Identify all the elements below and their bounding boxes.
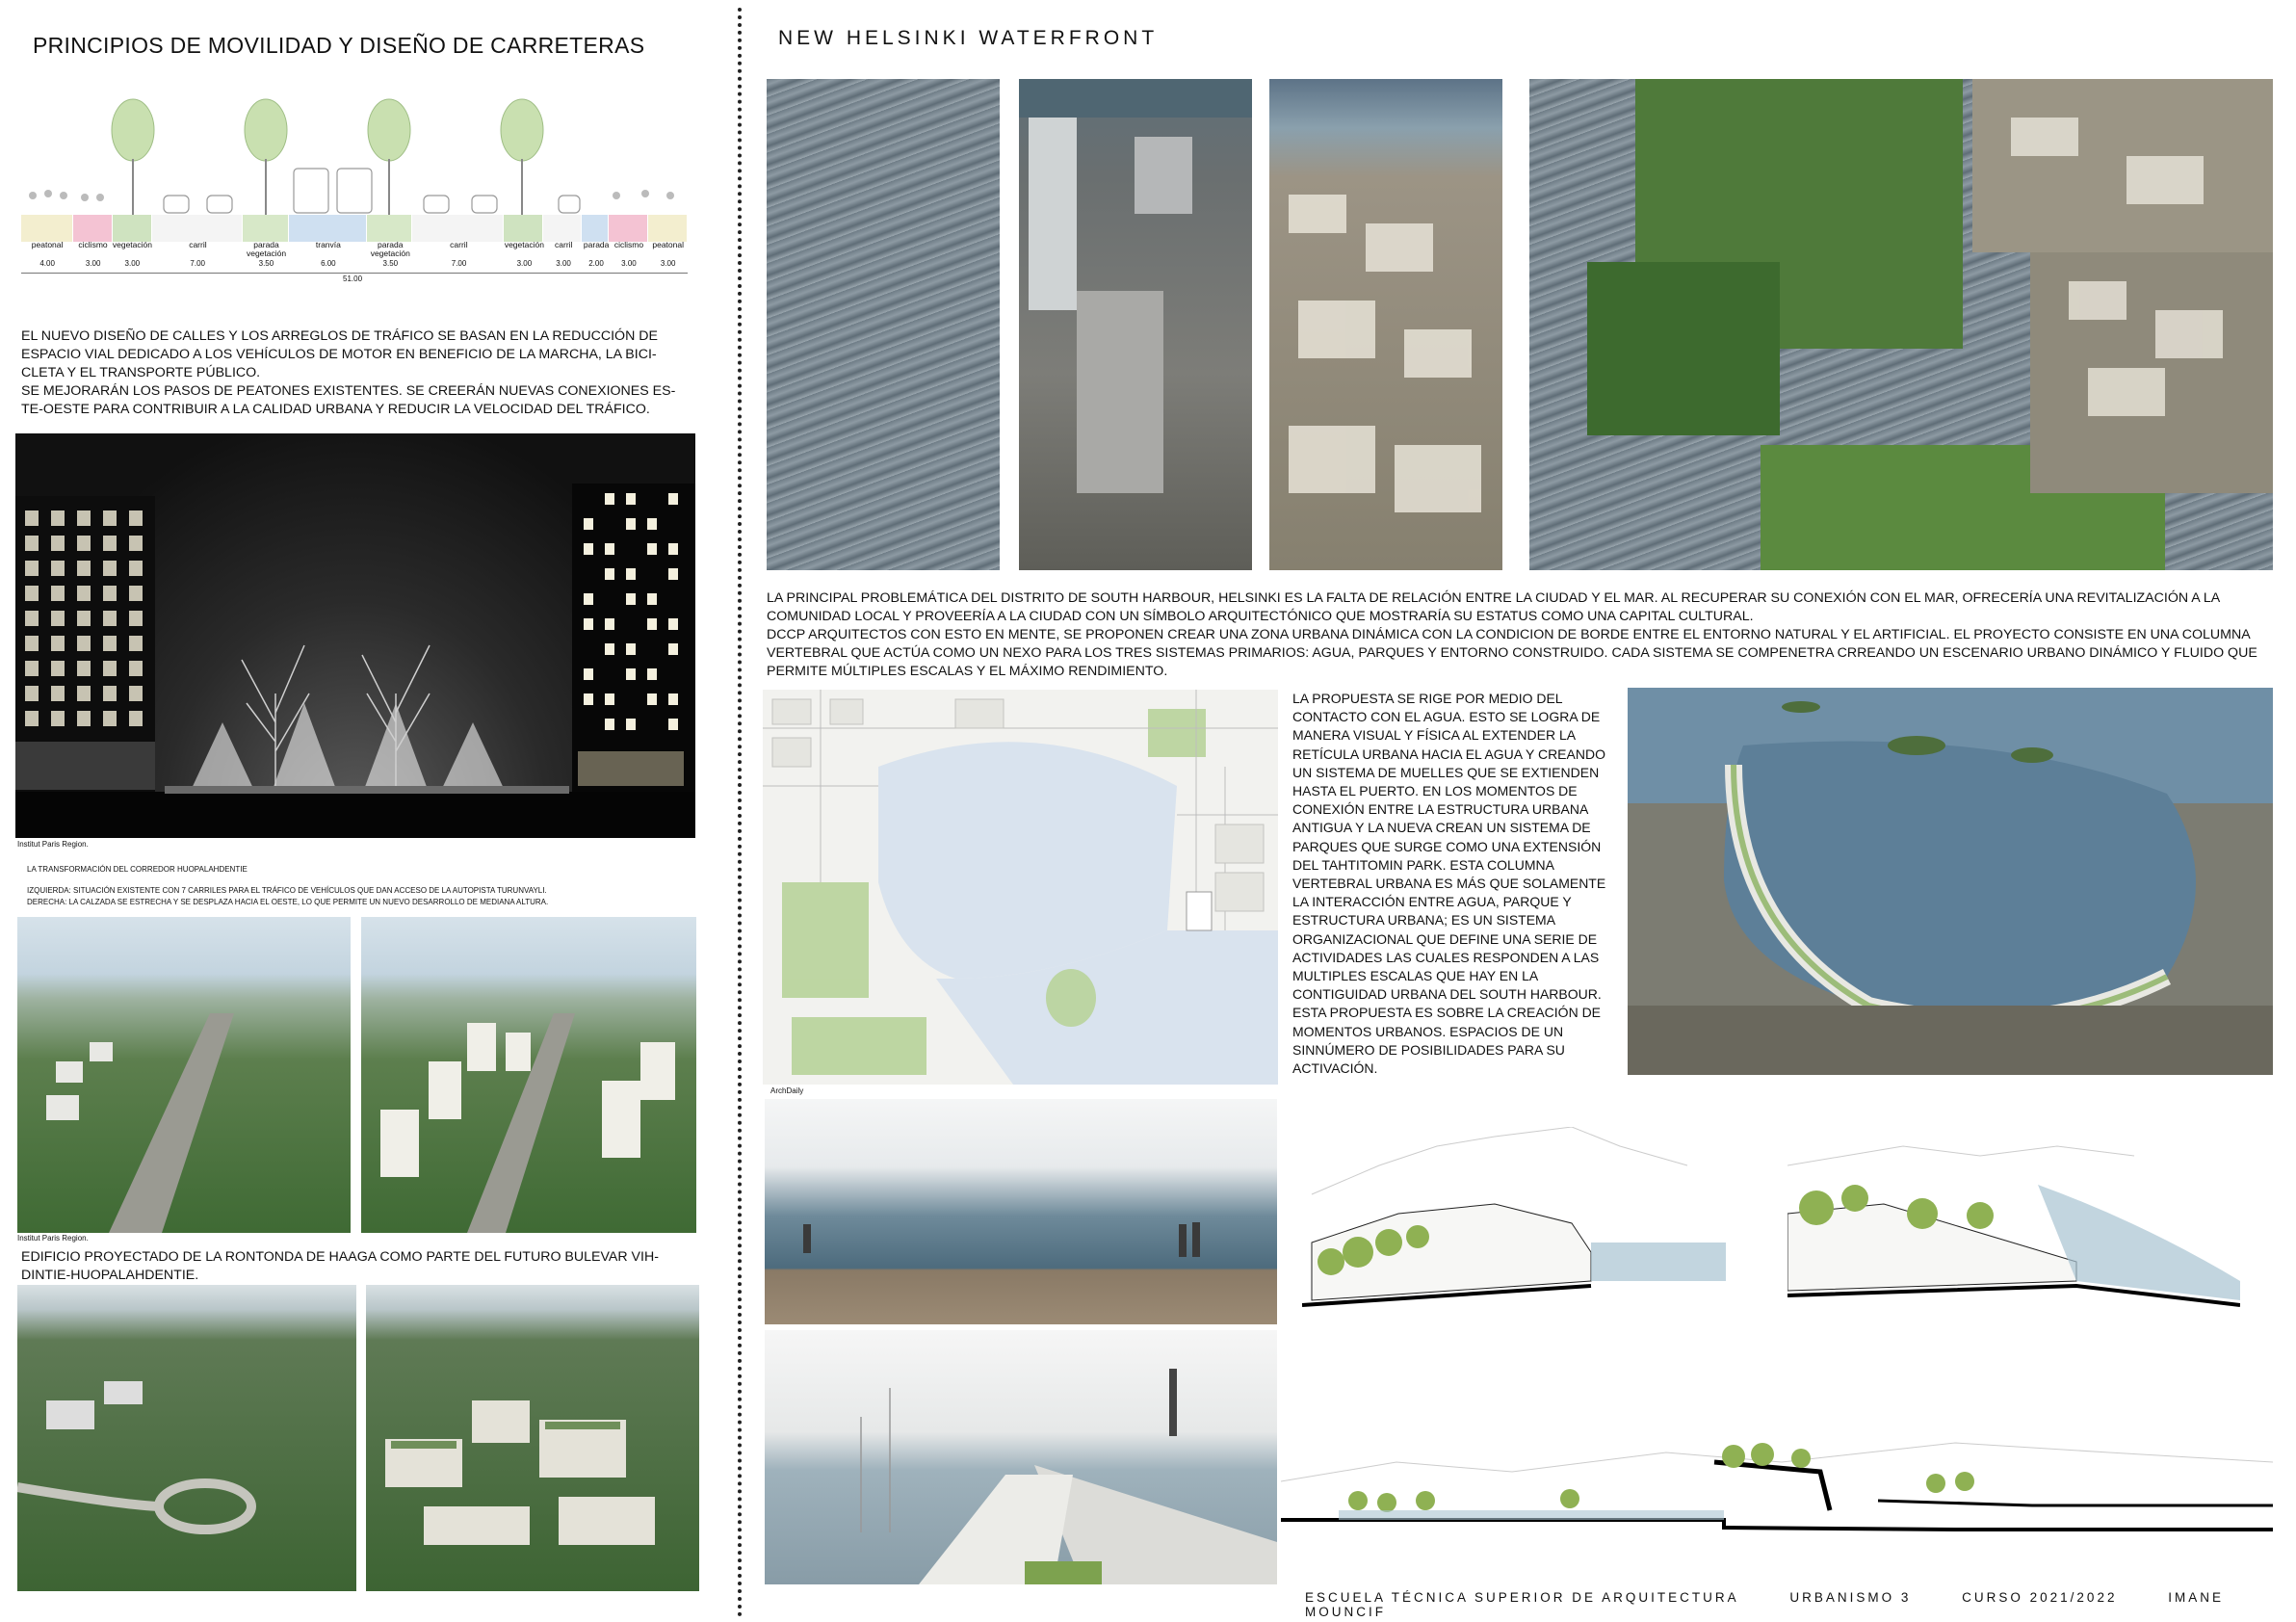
- marina-render-image: [765, 1330, 1277, 1584]
- harbour-aerial-proposal-image: [1628, 688, 2273, 1075]
- footer: [1305, 1590, 2296, 1619]
- haaga-existing-image: [17, 1285, 356, 1591]
- lane-band: [243, 215, 289, 242]
- lane-widths: [21, 258, 688, 272]
- night-street-section-image: [15, 433, 695, 838]
- lane-width: 4.00: [39, 259, 55, 268]
- mobility-paragraph-1: EL NUEVO DISEÑO DE CALLES Y LOS ARREGLOS DE TRÁFICO SE BASAN EN LA REDUCCIÓN DE ESPACIO VIAL DEDICADO A LOS VEHÍCULOS DE MOTOR EN BENEFICIO DE LA MARCHA, LA BICI-CLETA Y EL TRANSPORTE PÚBLICO.: [21, 328, 658, 380]
- column-divider: [738, 8, 742, 1618]
- caption-title: LA TRANSFORMACIÓN DEL CORREDOR HUOPALAHDENTIE: [27, 865, 248, 874]
- lane-label: ciclismo: [613, 240, 644, 249]
- lane-label: vegetación: [112, 240, 152, 249]
- lane-band: [152, 215, 243, 242]
- harbour-water-image: [767, 79, 1000, 570]
- proposal-paragraph: LA PROPUESTA SE RIGE POR MEDIO DEL CONTACTO CON EL AGUA. ESTO SE LOGRA DE MANERA VISUAL Y FÍSICA AL EXTENDER LA RETÍCULA URBANA HACIA EL AGUA Y CREANDO UN SISTEMA DE MUELLES QUE SE EXTIENDEN HASTA EL PUERTO. EN LOS MOMENTOS DE CONEXIÓN ENTRE LA ESTRUCTURA URBANA ANTIGUA Y LA NUEVA CREAN UN SISTEMA DE PARQUES QUE SURGE COMO UNA EXTENSIÓN DEL TAHTITOMIN PARK. ESTA COLUMNA VERTEBRAL URBANA ES MÁS QUE SOLAMENTE LA INTERACCIÓN ENTRE AGUA, PARQUE Y ESTRUCTURA URBANA; ES UN SISTEMA ORGANIZACIONAL QUE DEFINE UNA SERIE DE ACTIVIDADES LAS CUALES RESPONDEN A LAS MULTIPLES ESCALAS QUE HAY EN LA CONTIGUIDAD URBANA DEL SOUTH HARBOUR. ESTA PROPUESTA ES SOBRE LA CREACIÓN DE MOMENTOS URBANOS. ESPACIOS DE UN SINNÚMERO DE POSIBILIDADES PARA SU ACTIVACIÓN.: [1292, 691, 1606, 1077]
- lane-label: parada vegetación: [246, 240, 287, 258]
- lane-width: 3.00: [516, 259, 533, 268]
- corridor-existing-image: [17, 917, 351, 1233]
- lane-band: [504, 215, 543, 242]
- lane-width: 3.00: [124, 259, 141, 268]
- caption-right: DERECHA: LA CALZADA SE ESTRECHA Y SE DESPLAZA HACIA EL OESTE, LO QUE PERMITE UN NUEVO DESARROLLO DE MEDIANA ALTURA.: [27, 898, 549, 906]
- right-title: NEW HELSINKI WATERFRONT: [778, 27, 1159, 49]
- lane-width: 3.50: [258, 259, 274, 268]
- lane-strip: [21, 215, 688, 242]
- lane-band: [648, 215, 688, 242]
- lane-label: parada vegetación: [370, 240, 410, 258]
- section-total-line: [21, 273, 688, 274]
- lane-width: 3.50: [382, 259, 399, 268]
- lane-label: carril: [189, 240, 207, 249]
- lane-width: 7.00: [451, 259, 467, 268]
- footer-course: URBANISMO 3: [1789, 1590, 1912, 1605]
- pier-render-image: [765, 1099, 1277, 1324]
- section-drawing-1: [1302, 1127, 1726, 1315]
- footer-year: CURSO 2021/2022: [1962, 1590, 2118, 1605]
- lane-band: [543, 215, 583, 242]
- lane-band: [609, 215, 648, 242]
- main-paragraph: [767, 589, 2273, 681]
- lane-width: 3.00: [660, 259, 676, 268]
- footer-author: IMANE MOUNCIF: [1305, 1590, 2224, 1619]
- lane-band: [113, 215, 152, 242]
- lane-band: [289, 215, 367, 242]
- lane-width: 7.00: [190, 259, 205, 268]
- section-total: 51.00: [343, 275, 363, 283]
- footer-school: ESCUELA TÉCNICA SUPERIOR DE ARQUITECTURA: [1305, 1590, 1739, 1605]
- lane-label: parada: [583, 240, 610, 249]
- lane-label: ciclismo: [78, 240, 108, 249]
- lane-label: tranvía: [315, 240, 341, 249]
- site-plan-map: [763, 690, 1278, 1085]
- lane-label: carril: [555, 240, 573, 249]
- section-drawing-2: [1787, 1127, 2240, 1315]
- corridor-proposed-image: [361, 917, 696, 1233]
- left-title: PRINCIPIOS DE MOVILIDAD Y DISEÑO DE CARRETERAS: [33, 33, 645, 58]
- mobility-paragraph-2: SE MEJORARÁN LOS PASOS DE PEATONES EXISTENTES. SE CREERÁN NUEVAS CONEXIONES ES-TE-OESTE PARA CONTRIBUIR A LA CALIDAD URBANA Y REDUCIR LA VELOCIDAD DEL TRÁFICO.: [21, 383, 676, 417]
- map-credit: ArchDaily: [770, 1086, 804, 1095]
- lane-width: 3.00: [621, 259, 637, 268]
- lane-label: vegetación: [504, 240, 544, 249]
- caption-left: IZQUIERDA: SITUACIÓN EXISTENTE CON 7 CARRILES PARA EL TRÁFICO DE VEHÍCULOS QUE DAN ACCESO DE LA AUTOPISTA TURUNVAYLI.: [27, 886, 547, 895]
- credit-institut-1: Institut Paris Region.: [17, 840, 89, 849]
- lane-band: [21, 215, 73, 242]
- lane-width: 3.00: [85, 259, 101, 268]
- lane-band: [73, 215, 113, 242]
- collage-image: [1529, 79, 2273, 570]
- helsinki-city-image: [1269, 79, 1502, 570]
- main-paragraph-1: LA PRINCIPAL PROBLEMÁTICA DEL DISTRITO DE SOUTH HARBOUR, HELSINKI ES LA FALTA DE RELACIÓN ENTRE LA CIUDAD Y EL MAR. AL RECUPERAR SU CONEXIÓN CON EL MAR, OFRECERÍA UNA REVITALIZACIÓN A LA COMUNIDAD LOCAL Y PROVEERÍA A LA CIUDAD CON UN SÍMBOLO ARQUITECTÓNICO QUE MOSTRARÍA SU ESTATUS COMO UNA CAPITAL CULTURAL.: [767, 590, 2220, 624]
- lane-width: 6.00: [321, 259, 336, 268]
- ferry-terminal-image: [1019, 79, 1252, 570]
- lane-width: 2.00: [588, 259, 604, 268]
- lane-width: 3.00: [556, 259, 571, 268]
- section-drawing-long: [1281, 1424, 2273, 1539]
- lane-band: [367, 215, 413, 242]
- lane-band: [582, 215, 609, 242]
- lane-band: [412, 215, 503, 242]
- mobility-paragraph: [21, 327, 686, 419]
- haaga-proposed-image: [366, 1285, 699, 1591]
- credit-institut-2: Institut Paris Region.: [17, 1234, 89, 1243]
- main-paragraph-2: DCCP ARQUITECTOS CON ESTO EN MENTE, SE PROPONEN CREAR UNA ZONA URBANA DINÁMICA CON LA CONDICION DE BORDE ENTRE EL ENTORNO NATURAL Y EL ARTIFICIAL. EL PROYECTO CONSISTE EN UNA COLUMNA VERTEBRAL QUE ACTÚA COMO UN NEXO PARA LOS TRES SISTEMAS PRIMARIOS: AGUA, PARQUES Y ENTORNO CONSTRUIDO. CADA SISTEMA SE COMPENETRA CRREANDO UN ESCENARIO URBANO DINÁMICO Y FLUIDO QUE PERMITE MÚLTIPLES ESCALAS Y EL MÁXIMO RENDIMIENTO.: [767, 627, 2257, 679]
- haaga-heading: EDIFICIO PROYECTADO DE LA RONTONDA DE HAAGA COMO PARTE DEL FUTURO BULEVAR VIH-DINTIE-HUOPALAHDENTIE.: [21, 1249, 659, 1283]
- lane-label: carril: [450, 240, 468, 249]
- lane-label: peatonal: [652, 240, 684, 249]
- lane-label: peatonal: [31, 240, 64, 249]
